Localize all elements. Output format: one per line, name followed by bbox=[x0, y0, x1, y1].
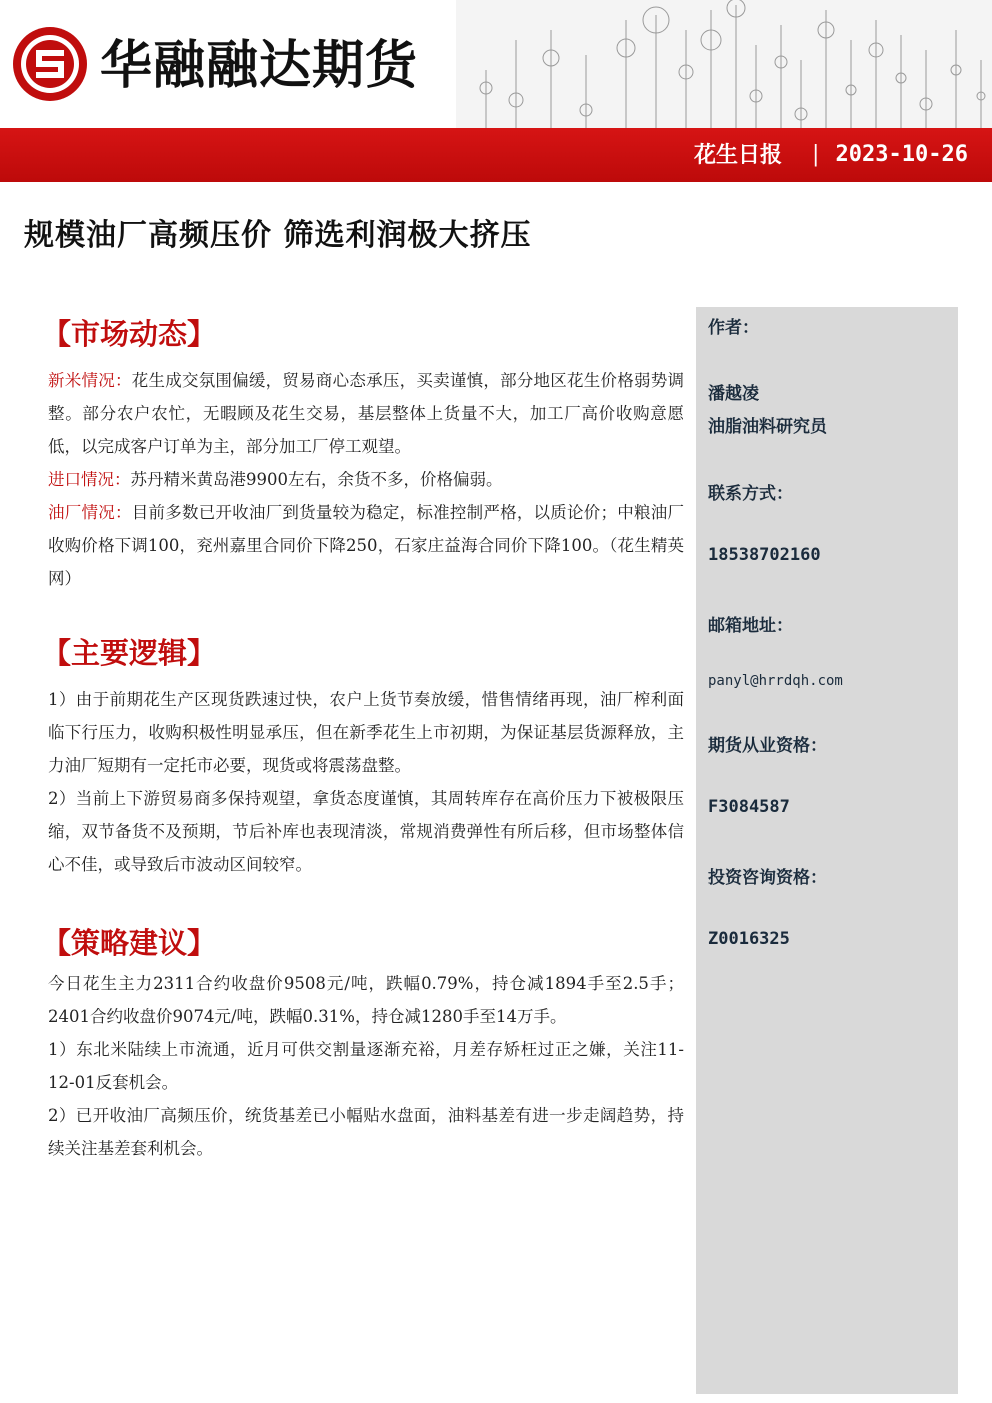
import-label: 进口情况： bbox=[48, 470, 131, 489]
strategy-paragraph-1: 今日花生主力2311合约收盘价9508元/吨，跌幅0.79%，持仓减1894手至2.5手；2401合约收盘价9074元/吨，跌幅0.31%，持仓减1280手至14万手。 bbox=[48, 974, 684, 1026]
banner-separator: | bbox=[812, 142, 820, 167]
logic-paragraph-2: 2）当前上下游贸易商多保持观望，拿货态度谨慎，其周转库存在高价压力下被极限压缩，双节备货不及预期，节后补库也表现清淡，常规消费弹性有所后移，但市场整体信心不佳，或导致后市波动区间较窄。 bbox=[48, 789, 684, 874]
futures-qualification-label: 期货从业资格： bbox=[708, 736, 827, 756]
brand-name: 华融融达期货 bbox=[100, 36, 419, 96]
report-date: 2023-10-26 bbox=[835, 142, 968, 167]
market-paragraph-new-rice: 新米情况：花生成交氛围偏缓，贸易商心态承压，买卖谨慎，部分地区花生价格弱势调整。部分农户农忙，无暇顾及花生交易，基层整体上货量不大，加工厂高价收购意愿低，以完成客户订单为主，部分加工厂停工观望。 bbox=[48, 371, 685, 456]
email-address[interactable]: panyl@hrrdqh.com bbox=[708, 673, 843, 689]
market-paragraph-import: 进口情况：苏丹精米黄岛港9900左右，余货不多，价格偏弱。 bbox=[48, 470, 503, 489]
huarong-logo-icon bbox=[10, 24, 90, 104]
report-banner bbox=[0, 128, 992, 182]
page-title: 规模油厂高频压价 筛选利润极大挤压 bbox=[24, 218, 532, 253]
author-label: 作者： bbox=[708, 318, 759, 338]
main-content bbox=[42, 312, 685, 1165]
phone-number: 18538702160 bbox=[708, 545, 821, 565]
investment-qualification-number: Z0016325 bbox=[708, 929, 790, 949]
strategy-paragraph-2: 1）东北米陆续上市流通，近月可供交割量逐渐充裕，月差存矫枉过正之嫌，关注11-12-01反套机会。 bbox=[48, 1040, 684, 1092]
email-label: 邮箱地址： bbox=[708, 616, 793, 636]
author-sidebar bbox=[696, 307, 958, 1394]
logic-paragraph-1: 1）由于前期花生产区现货跌速过快，农户上货节奏放缓，惜售情绪再现，油厂榨利面临下行压力，收购积极性明显承压，但在新季花生上市初期，为保证基层货源释放，主力油厂短期有一定托市必要，现货或将震荡盘整。 bbox=[48, 690, 684, 775]
decorative-pattern bbox=[456, 0, 992, 128]
new-rice-label: 新米情况： bbox=[48, 371, 132, 390]
section-logic-title: 【主要逻辑】 bbox=[42, 636, 217, 670]
section-strategy-title: 【策略建议】 bbox=[42, 926, 217, 960]
report-type: 花生日报 bbox=[693, 142, 782, 168]
author-title: 油脂油料研究员 bbox=[708, 417, 827, 437]
futures-qualification-number: F3084587 bbox=[708, 797, 790, 817]
investment-qualification-label: 投资咨询资格： bbox=[708, 868, 827, 888]
contact-label: 联系方式： bbox=[708, 484, 793, 504]
market-paragraph-oil-mill: 油厂情况：目前多数已开收油厂到货量较为稳定，标准控制严格，以质论价；中粮油厂收购价格下调100，兖州嘉里合同价下降250，石家庄益海合同价下降100。（花生精英网） bbox=[48, 503, 685, 588]
oil-mill-label: 油厂情况： bbox=[48, 503, 132, 522]
page-header bbox=[0, 0, 992, 130]
author-name: 潘越凌 bbox=[708, 384, 759, 404]
strategy-paragraph-3: 2）已开收油厂高频压价，统货基差已小幅贴水盘面，油料基差有进一步走阔趋势，持续关注基差套利机会。 bbox=[48, 1106, 684, 1158]
section-market-title: 【市场动态】 bbox=[42, 317, 217, 351]
